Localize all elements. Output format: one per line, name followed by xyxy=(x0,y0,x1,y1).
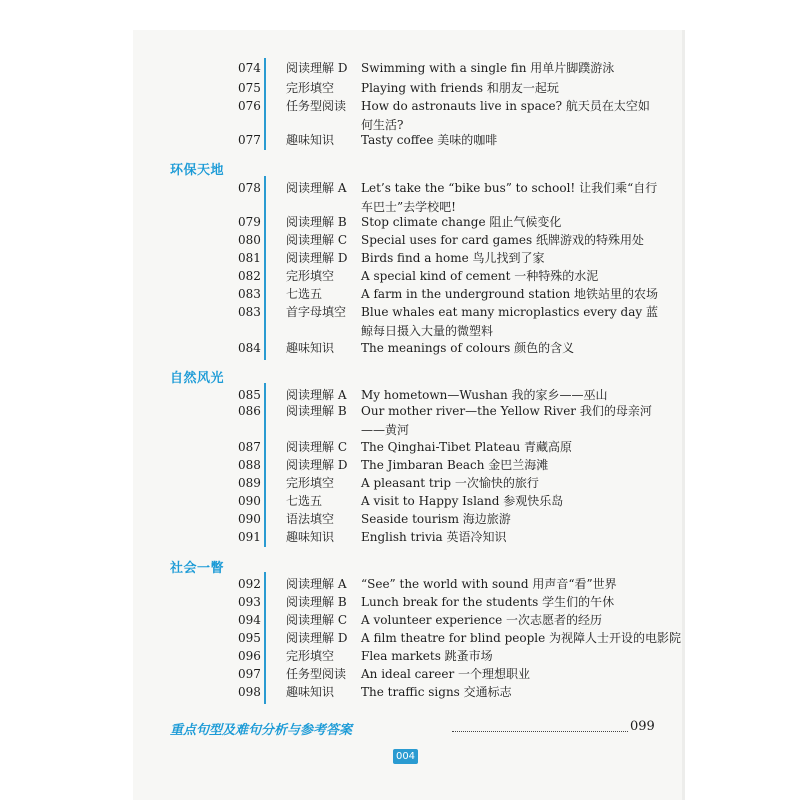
toc-page-number: 080 xyxy=(238,233,261,247)
toc-row[interactable] xyxy=(0,266,800,286)
toc-exercise-type: 七选五 xyxy=(286,287,323,301)
toc-row[interactable] xyxy=(0,284,800,304)
toc-page-number: 094 xyxy=(238,613,261,627)
toc-article-title: Seaside tourism 海边旅游 xyxy=(361,512,511,526)
toc-page-number: 079 xyxy=(238,215,261,229)
toc-page-number: 098 xyxy=(238,685,261,699)
toc-page-number: 077 xyxy=(238,133,261,147)
toc-article-title: Swimming with a single fin 用单片脚蹼游泳 xyxy=(361,61,615,75)
toc-exercise-type: 完形填空 xyxy=(286,649,335,663)
toc-article-title: Playing with friends 和朋友一起玩 xyxy=(361,81,559,95)
toc-exercise-type: 阅读理解 C xyxy=(286,440,347,454)
toc-article-title: An ideal career 一个理想职业 xyxy=(361,667,531,681)
toc-article-title: A farm in the underground station 地铁站里的农场 xyxy=(361,287,658,301)
toc-exercise-type: 完形填空 xyxy=(286,269,335,283)
toc-page-number: 089 xyxy=(238,476,261,490)
toc-exercise-type: 阅读理解 D xyxy=(286,458,348,472)
toc-article-title: The Jimbaran Beach 金巴兰海滩 xyxy=(361,458,549,472)
toc-row[interactable] xyxy=(0,509,800,529)
toc-row[interactable] xyxy=(0,130,800,150)
toc-page-number: 091 xyxy=(238,530,261,544)
toc-article-title: Flea markets 跳蚤市场 xyxy=(361,649,493,663)
toc-exercise-type: 阅读理解 D xyxy=(286,61,348,75)
toc-page-number: 082 xyxy=(238,269,261,283)
toc-page-number: 084 xyxy=(238,341,261,355)
toc-page-number: 095 xyxy=(238,631,261,645)
toc-row[interactable] xyxy=(0,401,800,441)
toc-exercise-type: 阅读理解 C xyxy=(286,233,347,247)
page-number-badge: 004 xyxy=(393,749,418,764)
toc-row[interactable] xyxy=(0,455,800,475)
toc-row[interactable] xyxy=(0,230,800,250)
toc-page-number: 090 xyxy=(238,494,261,508)
toc-row[interactable] xyxy=(0,682,800,702)
toc-exercise-type: 阅读理解 A xyxy=(286,388,347,402)
toc-page-number: 088 xyxy=(238,458,261,472)
toc-row[interactable] xyxy=(0,664,800,684)
section-heading: 自然风光 xyxy=(170,371,225,386)
toc-article-title: Special uses for card games 纸牌游戏的特殊用处 xyxy=(361,233,644,247)
toc-article-title: Lunch break for the students 学生们的午休 xyxy=(361,595,615,609)
toc-page-number: 093 xyxy=(238,595,261,609)
toc-article-title: The traffic signs 交通标志 xyxy=(361,685,512,699)
toc-page-number: 076 xyxy=(238,99,261,113)
toc-article-title: Stop climate change 阻止气候变化 xyxy=(361,215,562,229)
toc-row[interactable] xyxy=(0,574,800,594)
answer-section-title[interactable]: 重点句型及难句分析与参考答案 xyxy=(170,723,353,738)
toc-article-title: Tasty coffee 美味的咖啡 xyxy=(361,133,498,147)
toc-article-title: A visit to Happy Island 参观快乐岛 xyxy=(361,494,564,508)
toc-row[interactable] xyxy=(0,212,800,232)
toc-exercise-type: 阅读理解 A xyxy=(286,577,347,591)
toc-row[interactable] xyxy=(0,592,800,612)
toc-exercise-type: 阅读理解 B xyxy=(286,404,347,418)
toc-exercise-type: 趣味知识 xyxy=(286,530,335,544)
toc-exercise-type: 任务型阅读 xyxy=(286,99,347,113)
toc-page-number: 096 xyxy=(238,649,261,663)
toc-article-title: Birds find a home 鸟儿找到了家 xyxy=(361,251,545,265)
toc-article-title: A film theatre for blind people 为视障人士开设的电影院 xyxy=(361,631,682,645)
toc-row[interactable] xyxy=(0,302,800,342)
toc-article-title: A volunteer experience 一次志愿者的经历 xyxy=(361,613,603,627)
toc-page-number: 075 xyxy=(238,81,261,95)
toc-exercise-type: 阅读理解 C xyxy=(286,613,347,627)
toc-article-title: Blue whales eat many microplastics every day 蓝鲸每日摄入大量的微塑料 xyxy=(361,305,658,338)
toc-row[interactable] xyxy=(0,610,800,630)
toc-page-number: 087 xyxy=(238,440,261,454)
toc-article-title: English trivia 英语冷知识 xyxy=(361,530,507,544)
toc-article-title: A pleasant trip 一次愉快的旅行 xyxy=(361,476,539,490)
dot-leader xyxy=(452,731,628,732)
toc-page-number: 081 xyxy=(238,251,261,265)
toc-article-title: Our mother river—the Yellow River 我们的母亲河——黄河 xyxy=(361,404,652,437)
toc-row[interactable] xyxy=(0,248,800,268)
toc-page-number: 097 xyxy=(238,667,261,681)
toc-exercise-type: 完形填空 xyxy=(286,476,335,490)
toc-exercise-type: 阅读理解 A xyxy=(286,181,347,195)
toc-row[interactable] xyxy=(0,437,800,457)
toc-exercise-type: 阅读理解 B xyxy=(286,215,347,229)
toc-page-number: 083 xyxy=(238,305,261,319)
toc-article-title: My hometown—Wushan 我的家乡——巫山 xyxy=(361,388,608,402)
toc-exercise-type: 完形填空 xyxy=(286,81,335,95)
toc-exercise-type: 阅读理解 D xyxy=(286,631,348,645)
toc-page-number: 092 xyxy=(238,577,261,591)
section-heading: 环保天地 xyxy=(170,163,225,178)
toc-article-title: How do astronauts live in space? 航天员在太空如何生活? xyxy=(361,99,650,132)
toc-row[interactable] xyxy=(0,58,800,78)
toc-exercise-type: 趣味知识 xyxy=(286,685,335,699)
section-heading: 社会一瞥 xyxy=(170,561,225,576)
toc-page-number: 083 xyxy=(238,287,261,301)
toc-row[interactable] xyxy=(0,646,800,666)
toc-exercise-type: 语法填空 xyxy=(286,512,335,526)
toc-row[interactable] xyxy=(0,338,800,358)
answer-section-page: 099 xyxy=(630,719,655,734)
toc-page-number: 074 xyxy=(238,61,261,75)
toc-article-title: A special kind of cement 一种特殊的水泥 xyxy=(361,269,599,283)
toc-row[interactable] xyxy=(0,473,800,493)
toc-page-number: 085 xyxy=(238,388,261,402)
toc-row[interactable] xyxy=(0,628,800,648)
toc-exercise-type: 七选五 xyxy=(286,494,323,508)
toc-article-title: Let’s take the “bike bus” to school! 让我们乘“自行车巴士”去学校吧! xyxy=(361,181,658,214)
toc-article-title: The Qinghai-Tibet Plateau 青藏高原 xyxy=(361,440,573,454)
toc-exercise-type: 任务型阅读 xyxy=(286,667,347,681)
toc-exercise-type: 趣味知识 xyxy=(286,133,335,147)
toc-row[interactable] xyxy=(0,78,800,98)
toc-page-number: 090 xyxy=(238,512,261,526)
toc-row[interactable] xyxy=(0,527,800,547)
toc-page-number: 078 xyxy=(238,181,261,195)
toc-article-title: “See” the world with sound 用声音“看”世界 xyxy=(361,577,617,591)
toc-page-number: 086 xyxy=(238,404,261,418)
toc-row[interactable] xyxy=(0,491,800,511)
toc-exercise-type: 阅读理解 D xyxy=(286,251,348,265)
toc-exercise-type: 首字母填空 xyxy=(286,305,347,319)
toc-exercise-type: 趣味知识 xyxy=(286,341,335,355)
toc-article-title: The meanings of colours 颜色的含义 xyxy=(361,341,575,355)
toc-exercise-type: 阅读理解 B xyxy=(286,595,347,609)
